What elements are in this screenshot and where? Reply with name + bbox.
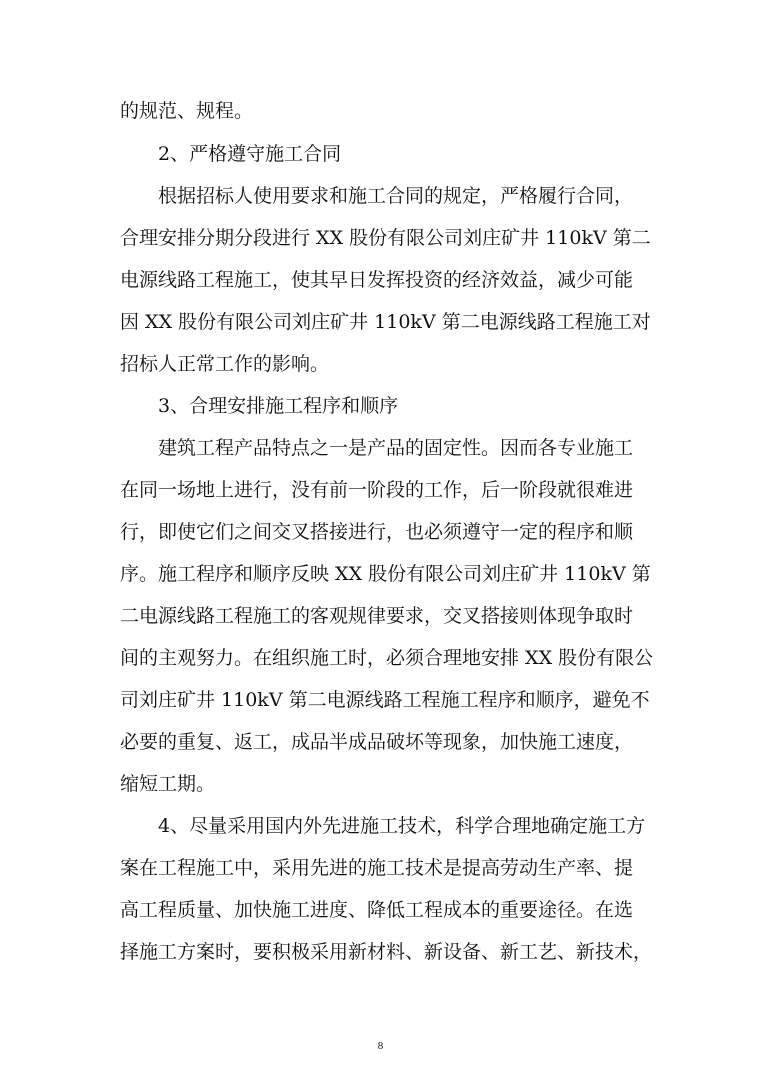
text-line: 行，即使它们之间交叉搭接进行，也必须遵守一定的程序和顺 [120,521,634,543]
text-line: 合理安排分期分段进行 XX 股份有限公司刘庄矿井 110kV 第二 [120,227,651,249]
text-line: 案在工程施工中，采用先进的施工技术是提高劳动生产率、提 [120,857,634,879]
text-line: 必要的重复、返工，成品半成品破坏等现象，加快施工速度， [120,731,634,753]
section-heading: 3、合理安排施工程序和顺序 [158,395,399,417]
text-line: 的规范、规程。 [120,100,254,122]
text-line: 择施工方案时，要积极采用新材料、新设备、新工艺、新技术， [120,941,653,963]
text-line: 间的主观努力。在组织施工时，必须合理地安排 XX 股份有限公 [120,647,654,669]
text-line: 司刘庄矿井 110kV 第二电源线路工程施工程序和顺序，避免不 [120,689,650,711]
text-line: 二电源线路工程施工的客观规律要求，交叉搭接则体现争取时 [120,605,634,627]
text-line: 在同一场地上进行，没有前一阶段的工作，后一阶段就很难进 [120,479,634,501]
text-line: 电源线路工程施工，使其早日发挥投资的经济效益，减少可能 [120,269,634,291]
text-line: 建筑工程产品特点之一是产品的固定性。因而各专业施工 [158,437,634,459]
text-line: 因 XX 股份有限公司刘庄矿井 110kV 第二电源线路工程施工对 [120,311,651,333]
text-line: 缩短工期。 [120,773,216,795]
section-heading: 4、尽量采用国内外先进施工技术，科学合理地确定施工方 [158,815,646,837]
page-number: 8 [377,1040,384,1052]
text-line: 根据招标人使用要求和施工合同的规定，严格履行合同， [158,185,634,207]
text-line: 高工程质量、加快施工进度、降低工程成本的重要途径。在选 [120,899,634,921]
text-line: 招标人正常工作的影响。 [120,353,330,375]
section-heading: 2、严格遵守施工合同 [158,143,342,165]
text-line: 序。施工程序和顺序反映 XX 股份有限公司刘庄矿井 110kV 第 [120,563,651,585]
